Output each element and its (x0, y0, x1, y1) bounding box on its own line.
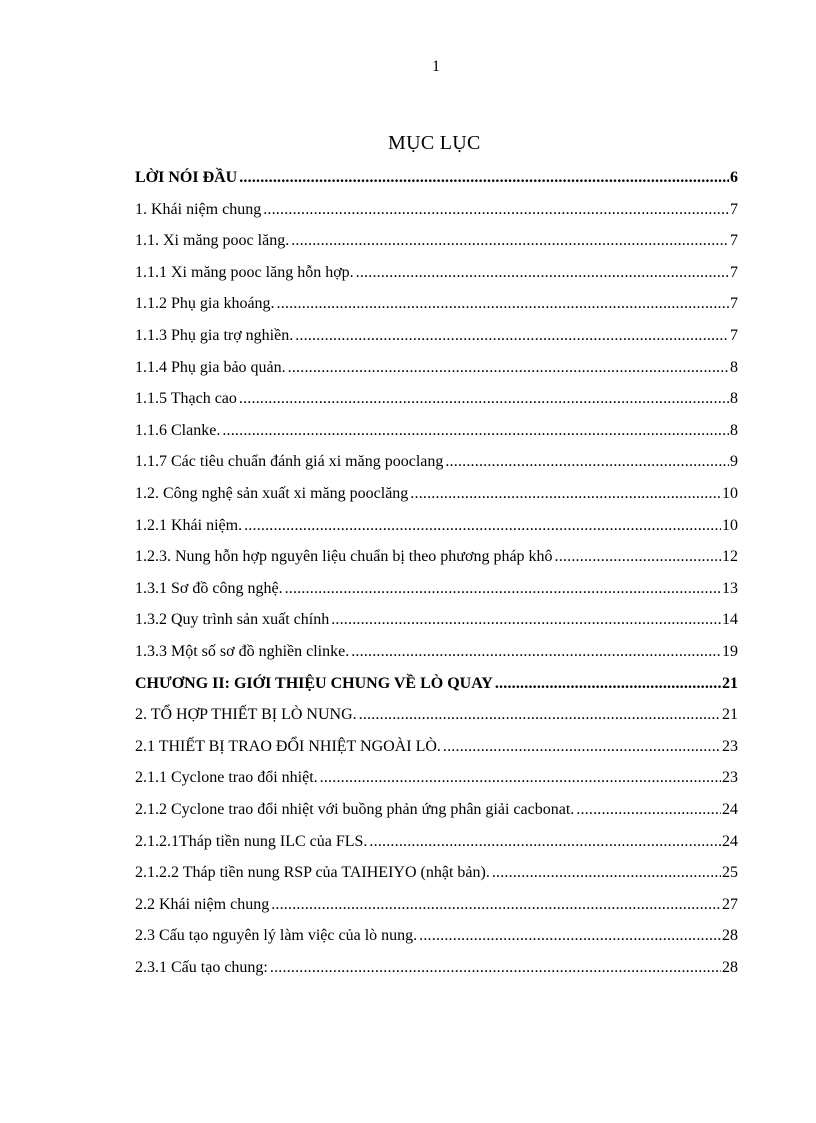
toc-entry-label: 2.1 THIẾT BỊ TRAO ĐỔI NHIỆT NGOÀI LÒ. (135, 737, 441, 755)
toc-dot-leader (443, 735, 721, 759)
toc-entry[interactable] (135, 956, 738, 980)
toc-entry-page: 24 (722, 801, 738, 818)
toc-entry-label: 2.1.2 Cyclone trao đổi nhiệt với buồng phản ứng phân giải cacbonat. (135, 801, 575, 818)
toc-entry[interactable] (135, 229, 738, 253)
toc-dot-leader (288, 356, 729, 380)
toc-entry[interactable] (135, 324, 738, 348)
toc-entry-page: 21 (722, 706, 738, 724)
page-title: MỤC LỤC (388, 132, 481, 154)
toc-dot-leader (492, 861, 721, 885)
toc-entry-page: 8 (730, 390, 738, 408)
toc-dot-leader (239, 166, 729, 190)
toc-entry-page: 7 (730, 263, 738, 281)
toc-entry-page: 23 (722, 737, 738, 755)
toc-dot-leader (277, 292, 729, 316)
toc-entry[interactable] (135, 735, 738, 759)
toc-entry-page: 9 (730, 453, 738, 471)
toc-dot-leader (271, 893, 721, 917)
toc-entry-page: 8 (730, 358, 738, 376)
toc-dot-leader (263, 198, 729, 222)
toc-entry[interactable] (135, 387, 738, 411)
toc-entry-page: 25 (722, 864, 738, 882)
toc-dot-leader (270, 956, 721, 980)
toc-entry[interactable] (135, 608, 738, 632)
toc-dot-leader (419, 924, 721, 948)
toc-dot-leader (359, 703, 721, 727)
toc-entry-label: 2. TỔ HỢP THIẾT BỊ LÒ NUNG. (135, 706, 357, 724)
toc-entry-page: 6 (730, 169, 738, 186)
toc-dot-leader (356, 261, 729, 285)
toc-entry[interactable] (135, 672, 738, 696)
toc-entry[interactable] (135, 893, 738, 917)
toc-entry[interactable] (135, 703, 738, 727)
toc-dot-leader (410, 482, 721, 506)
toc-entry-page: 8 (730, 421, 738, 439)
toc-entry-label: 1.1.4 Phụ gia bảo quản. (135, 358, 286, 376)
toc-dot-leader (369, 830, 721, 854)
toc-entry[interactable] (135, 545, 738, 569)
toc-entry-label: CHƯƠNG II: GIỚI THIỆU CHUNG VỀ LÒ QUAY (135, 674, 493, 692)
toc-entry-page: 7 (730, 232, 738, 250)
toc-entry[interactable] (135, 450, 738, 474)
toc-entry[interactable] (135, 861, 738, 885)
toc-entry[interactable] (135, 166, 738, 190)
toc-entry-page: 27 (722, 895, 738, 913)
page-number: 1 (432, 58, 440, 75)
toc-dot-leader (291, 229, 729, 253)
toc-entry[interactable] (135, 419, 738, 443)
toc-entry[interactable] (135, 924, 738, 948)
toc-entry-label: 2.1.2.1Tháp tiền nung ILC của FLS. (135, 832, 368, 850)
toc-entry-page: 14 (722, 611, 738, 629)
toc-entry-label: 2.1.2.2 Tháp tiền nung RSP của TAIHEIYO (nhật bản). (135, 864, 490, 882)
toc-dot-leader (244, 514, 721, 538)
toc-dot-leader (576, 798, 721, 822)
toc-entry-label: 1.1.5 Thạch cao (135, 390, 237, 408)
toc-dot-leader (495, 672, 721, 696)
toc-entry-page: 7 (730, 327, 738, 344)
toc-entry[interactable] (135, 830, 738, 854)
toc-dot-leader (555, 545, 721, 569)
toc-entry[interactable] (135, 198, 738, 222)
toc-entry-label: 2.3.1 Cấu tạo chung: (135, 959, 268, 976)
toc-entry-page: 10 (722, 516, 738, 534)
toc-entry-label: 1.3.1 Sơ đồ công nghệ. (135, 579, 283, 597)
toc-dot-leader (239, 387, 729, 411)
toc-entry-label: 1.1.7 Các tiêu chuẩn đánh giá xi măng pooclang (135, 453, 444, 471)
toc-entry-label: 1.2.1 Khái niệm. (135, 516, 243, 534)
toc-dot-leader (445, 450, 729, 474)
toc-entry-label: 1.1.2 Phụ gia khoáng. (135, 295, 275, 313)
toc-entry-page: 21 (722, 674, 738, 692)
toc-entry-label: 1.1.6 Clanke. (135, 421, 221, 439)
toc-dot-leader (285, 577, 721, 601)
toc-entry[interactable] (135, 261, 738, 285)
toc-entry-page: 7 (730, 200, 738, 218)
toc-entry-page: 28 (722, 959, 738, 976)
toc-entry-page: 10 (722, 485, 738, 502)
toc-entry-page: 13 (722, 579, 738, 597)
toc-entry[interactable] (135, 482, 738, 506)
toc-entry-label: 1.2.3. Nung hỗn hợp nguyên liệu chuẩn bị theo phương pháp khô (135, 548, 553, 566)
toc-dot-leader (222, 419, 729, 443)
toc-dot-leader (320, 766, 721, 790)
toc-entry-label: 1.3.3 Một số sơ đồ nghiền clinke. (135, 643, 350, 660)
toc-entry[interactable] (135, 766, 738, 790)
toc-entry-label: 1.2. Công nghệ sản xuất xi măng pooclăng (135, 485, 409, 502)
toc-entry-page: 28 (722, 927, 738, 945)
toc-dot-leader (331, 608, 721, 632)
toc-entry-page: 19 (722, 643, 738, 660)
toc-entry[interactable] (135, 292, 738, 316)
toc-dot-leader (295, 324, 729, 348)
toc-entry-page: 12 (722, 548, 738, 566)
toc-entry-label: 2.1.1 Cyclone trao đổi nhiệt. (135, 769, 318, 787)
toc-entry[interactable] (135, 640, 738, 664)
toc-entry-label: 1.1.1 Xi măng pooc lăng hỗn hợp. (135, 263, 354, 281)
toc-entry-label: 1.3.2 Quy trình sản xuất chính (135, 611, 330, 629)
toc-dot-leader (351, 640, 721, 664)
toc-entry-label: 1. Khái niệm chung (135, 200, 262, 218)
toc-entry[interactable] (135, 356, 738, 380)
toc-entry-page: 7 (730, 295, 738, 313)
toc-entry-label: 2.2 Khái niệm chung (135, 895, 270, 913)
toc-entry-page: 23 (722, 769, 738, 787)
toc-entry-page: 24 (722, 832, 738, 850)
toc-entry[interactable] (135, 577, 738, 601)
toc-entry-label: 1.1.3 Phụ gia trợ nghiền. (135, 327, 294, 344)
toc-entry[interactable] (135, 798, 738, 822)
toc-entry-label: LỜI NÓI ĐẦU (135, 169, 238, 186)
toc-entry[interactable] (135, 514, 738, 538)
toc-entry-label: 2.3 Cấu tạo nguyên lý làm việc của lò nung. (135, 927, 418, 945)
toc-entry-label: 1.1. Xi măng pooc lăng. (135, 232, 290, 250)
